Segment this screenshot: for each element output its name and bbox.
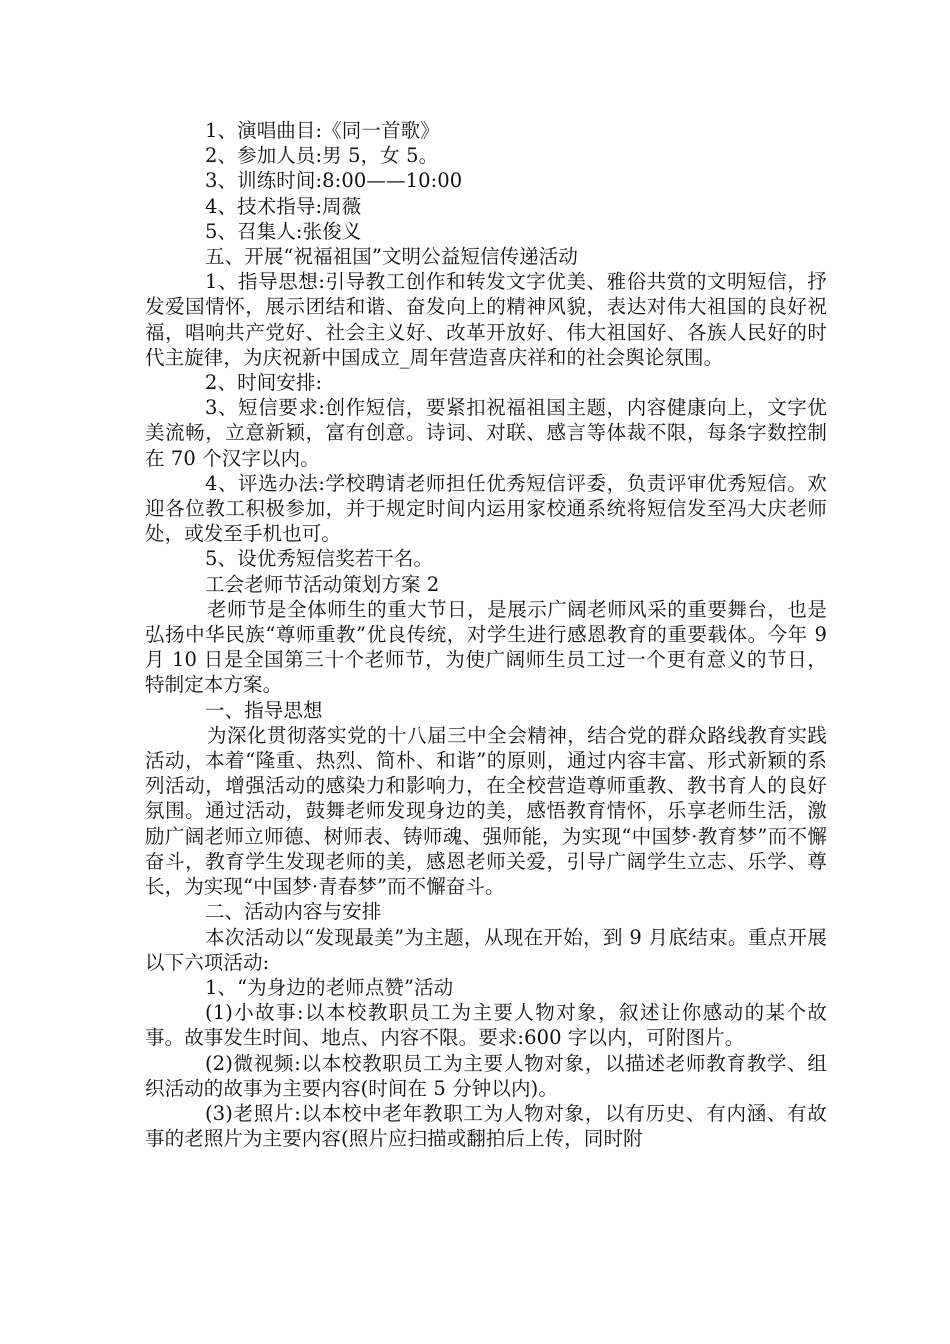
paragraph: 3、短信要求:创作短信，要紧扣祝福祖国主题，内容健康向上，文字优美流畅，立意新颖，富有创意。诗词、对联、感言等体裁不限，每条字数控制在 70 个汉字以内。 [145, 396, 827, 470]
paragraph: 3、训练时间:8:00——10:00 [205, 169, 463, 193]
section-heading: 二、活动内容与安排 [205, 900, 382, 924]
paragraph: 5、召集人:张俊义 [205, 219, 362, 243]
paragraph: (1)小故事:以本校教职员工为主要人物对象，叙述让你感动的某个故事。故事发生时间、地点、内容不限。要求:600 字以内，可附图片。 [145, 1001, 827, 1050]
paragraph: 为深化贯彻落实党的十八届三中全会精神，结合党的群众路线教育实践活动，本着“隆重、热烈、简朴、和谐”的原则，通过内容丰富、形式新颖的系列活动，增强活动的感染力和影响力，在全校营造尊师重教、教书育人的良好氛围。通过活动，鼓舞老师发现身边的美，感悟教育情怀，乐享老师生活，激励广阔老师立师德、树师表、铸师魂、强师能，为实现“中国梦·教育梦”而不懈奋斗，教育学生发现老师的美，感恩老师关爱，引导广阔学生立志、乐学、尊长，为实现“中国梦·青春梦”而不懈奋斗。 [145, 723, 827, 899]
paragraph: 1、指导思想:引导教工创作和转发文字优美、雅俗共赏的文明短信，抒发爱国情怀，展示团结和谐、奋发向上的精神风貌，表达对伟大祖国的良好祝福，唱响共产党好、社会主义好、改革开放好、伟大祖国好、各族人民好的时代主旋律，为庆祝新中国成立_周年营造喜庆祥和的社会舆论氛围。 [145, 270, 827, 369]
paragraph: 4、评选办法:学校聘请老师担任优秀短信评委，负责评审优秀短信。欢迎各位教工积极参加，并于规定时间内运用家校通系统将短信发至冯大庆老师处，或发至手机也可。 [145, 471, 827, 546]
section-heading: 五、开展“祝福祖国”文明公益短信传递活动 [205, 245, 578, 269]
paragraph: 2、时间安排: [205, 371, 323, 395]
paragraph: 4、技术指导:周薇 [205, 194, 362, 218]
document-title: 工会老师节活动策划方案 2 [205, 572, 440, 596]
paragraph: 本次活动以“发现最美”为主题，从现在开始，到 9 月底结束。重点开展以下六项活动: [145, 925, 827, 974]
paragraph: 老师节是全体师生的重大节日，是展示广阔老师风采的重要舞台，也是弘扬中华民族“尊师重教”优良传统，对学生进行感恩教育的重要载体。今年 9 月 10 日是全国第三十个老师节，为使广阔师生员工过一个更有意义的节日，特制定本方案。 [145, 597, 827, 697]
document-page [145, 118, 827, 1151]
paragraph: (3)老照片:以本校中老年教职工为人物对象，以有历史、有内涵、有故事的老照片为主要内容(照片应扫描或翻拍后上传，同时附 [145, 1101, 827, 1151]
paragraph: 1、“为身边的老师点赞”活动 [205, 975, 454, 999]
paragraph: 2、参加人员:男 5，女 5。 [205, 144, 439, 168]
paragraph: 1、演唱曲目:《同一首歌》 [205, 119, 440, 142]
section-heading: 一、指导思想 [205, 698, 323, 722]
paragraph: 5、设优秀短信奖若干名。 [205, 547, 434, 571]
paragraph: (2)微视频:以本校教职员工为主要人物对象，以描述老师教育教学、组织活动的故事为主要内容(时间在 5 分钟以内)。 [145, 1051, 827, 1100]
